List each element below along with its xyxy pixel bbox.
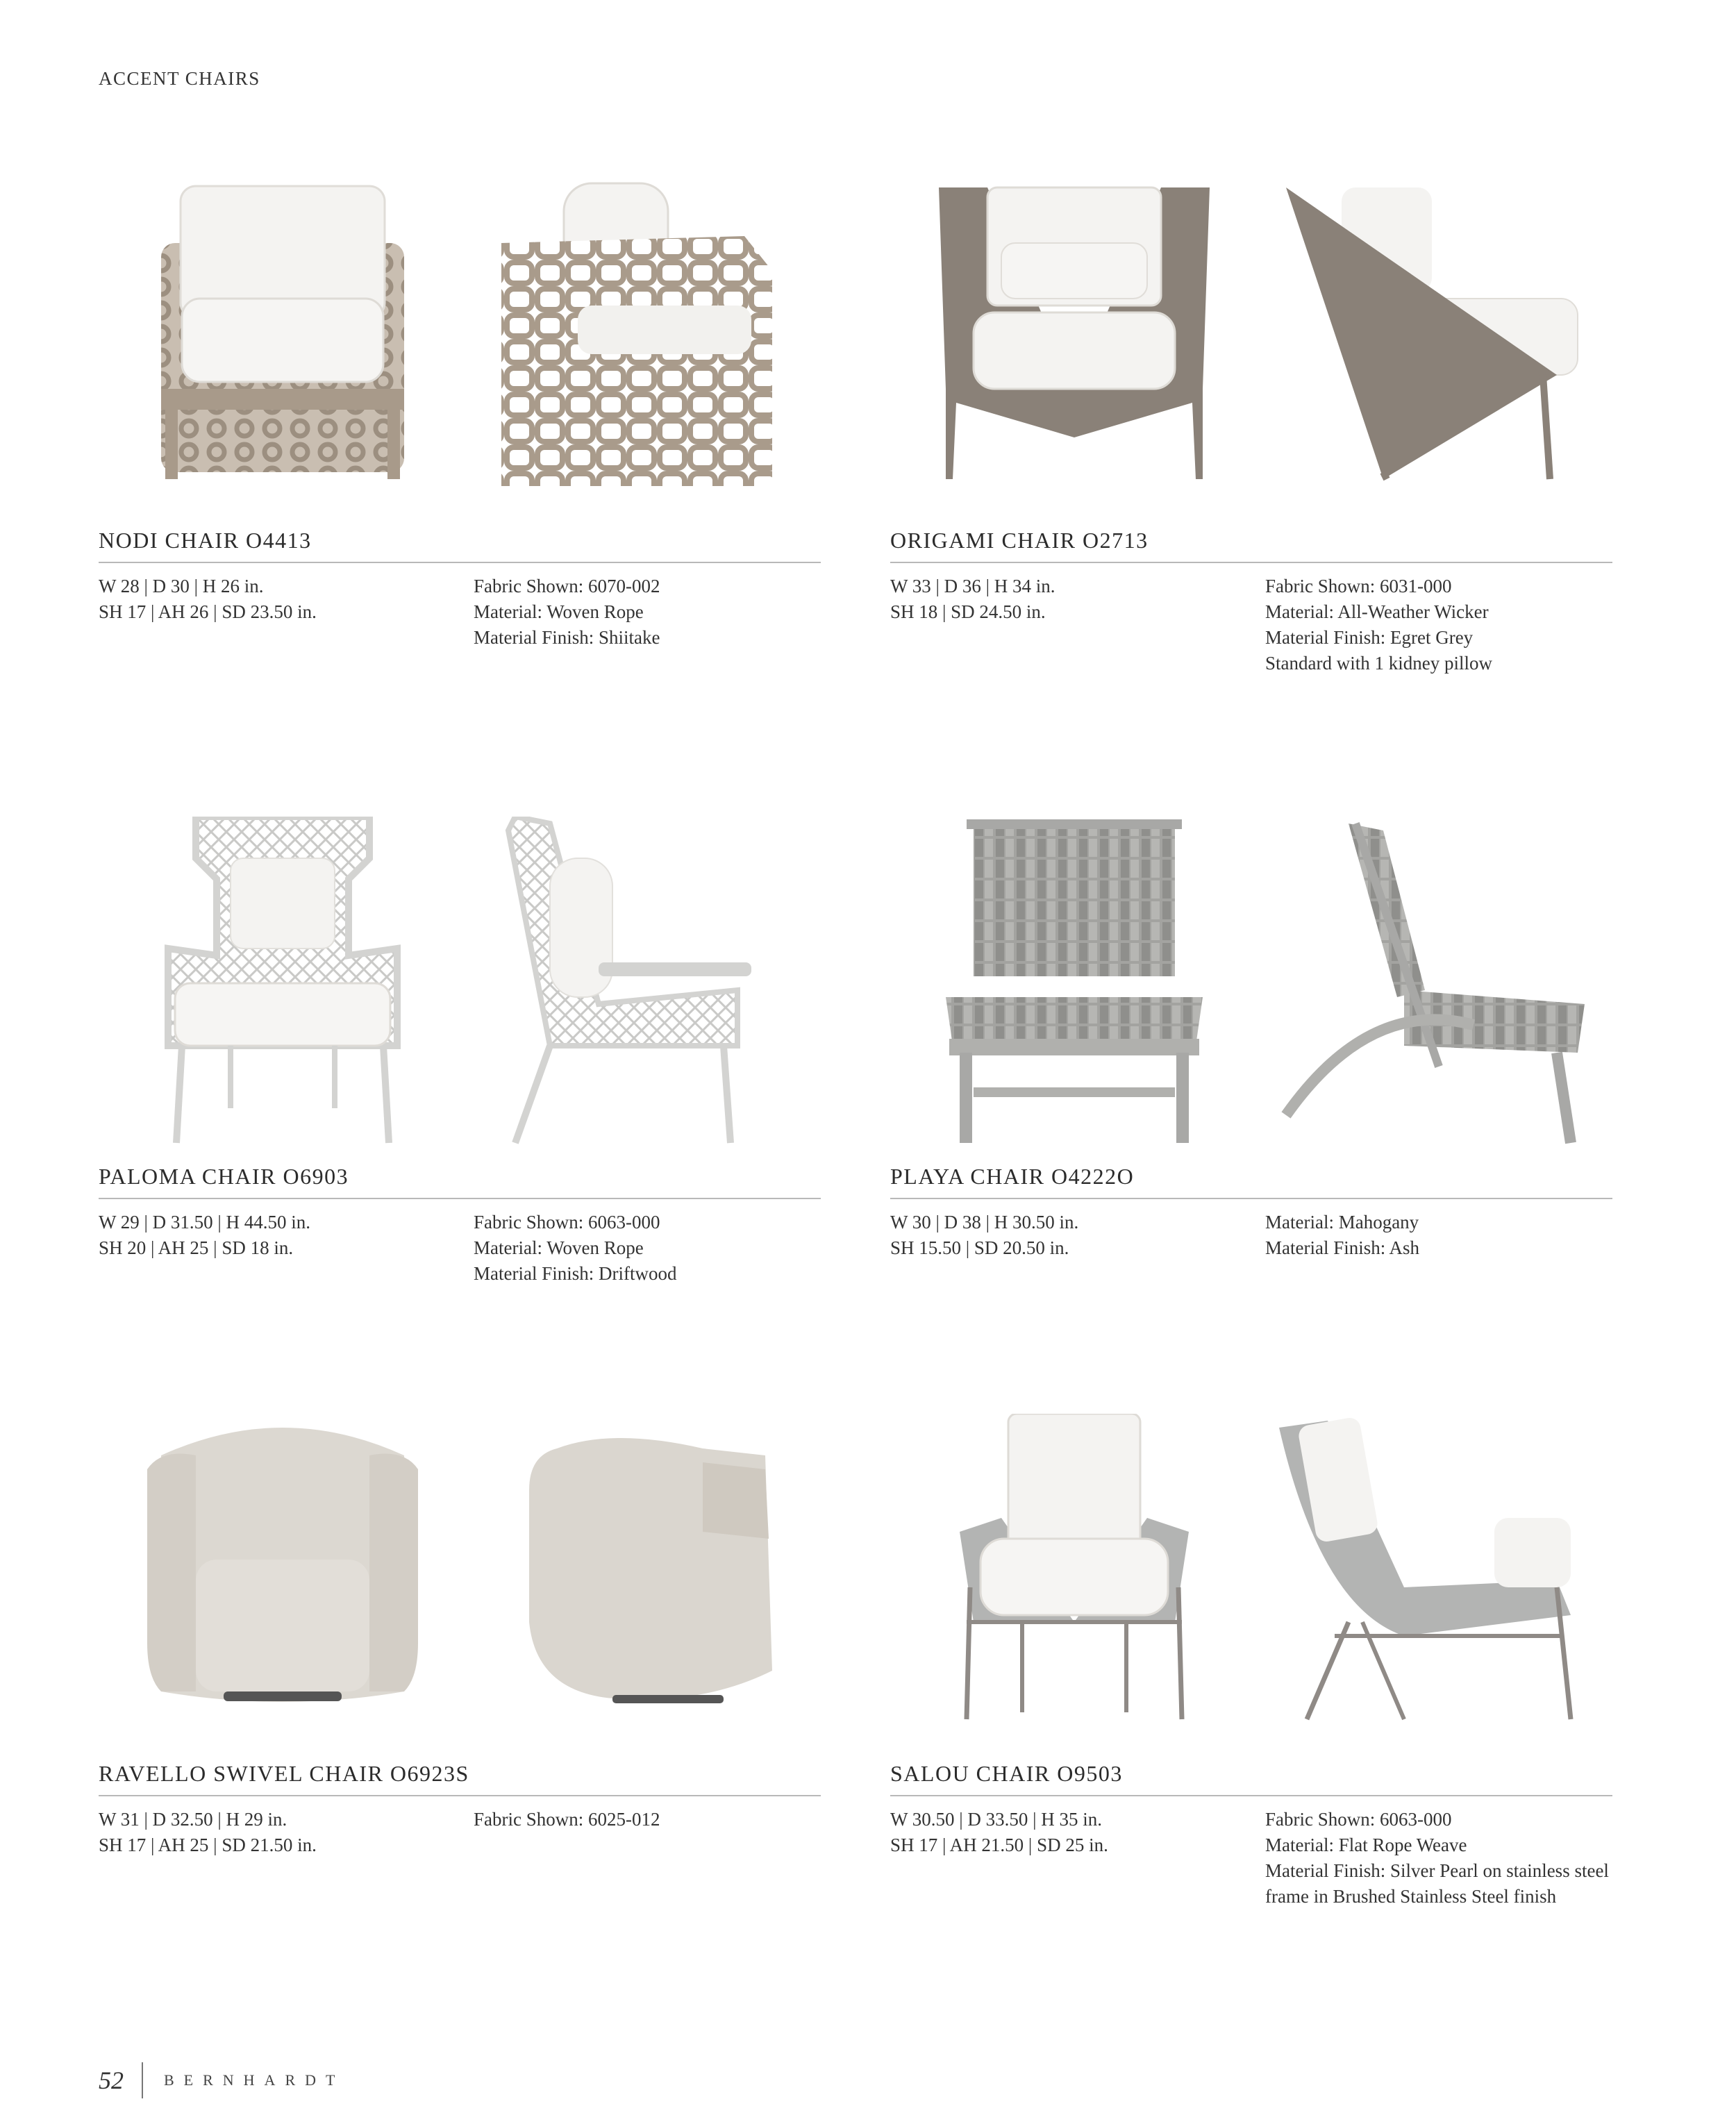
product-paloma	[99, 817, 821, 1284]
product-name: ORIGAMI CHAIR O2713	[890, 528, 1612, 563]
detail-line: Material: All-Weather Wicker	[1265, 601, 1489, 622]
playa-chair-side-photo	[1265, 817, 1592, 1150]
product-name: PALOMA CHAIR O6903	[99, 1164, 821, 1199]
detail-line: Standard with 1 kidney pillow	[1265, 653, 1492, 674]
footer-divider	[142, 2062, 143, 2098]
origami-chair-side-photo	[1265, 181, 1592, 514]
product-dimensions	[890, 574, 1258, 625]
dimensions-line: W 30.50 | D 33.50 | H 35 in.	[890, 1809, 1103, 1830]
product-name: RAVELLO SWIVEL CHAIR O6923S	[99, 1761, 821, 1796]
product-name: SALOU CHAIR O9503	[890, 1761, 1612, 1796]
playa-chair-front-photo	[911, 817, 1237, 1150]
brand-logo: BERNHARDT	[164, 2071, 345, 2089]
product-photos	[890, 181, 1612, 514]
product-details	[474, 574, 835, 651]
product-playa	[890, 817, 1612, 1258]
dimensions-line: W 30 | D 38 | H 30.50 in.	[890, 1212, 1079, 1233]
ravello-chair-front-photo	[119, 1414, 446, 1747]
detail-line: Material Finish: Silver Pearl on stainless steel frame in Brushed Stainless Steel finish	[1265, 1860, 1609, 1907]
nodi-chair-side-photo	[474, 181, 800, 514]
product-details	[1265, 1210, 1626, 1261]
detail-line: Material Finish: Egret Grey	[1265, 627, 1474, 648]
product-dimensions	[890, 1807, 1258, 1858]
detail-line: Fabric Shown: 6025-012	[474, 1809, 660, 1830]
dimensions-line: SH 17 | AH 26 | SD 23.50 in.	[99, 601, 317, 622]
detail-line: Fabric Shown: 6031-000	[1265, 576, 1452, 596]
page-footer	[99, 2060, 344, 2101]
detail-line: Fabric Shown: 6063-000	[474, 1212, 660, 1233]
product-dimensions	[99, 1210, 467, 1261]
detail-line: Material Finish: Driftwood	[474, 1263, 677, 1284]
salou-chair-side-photo	[1265, 1414, 1592, 1747]
product-photos	[99, 181, 821, 514]
dimensions-line: SH 18 | SD 24.50 in.	[890, 601, 1046, 622]
dimensions-line: SH 17 | AH 25 | SD 21.50 in.	[99, 1835, 317, 1855]
origami-chair-front-photo	[911, 181, 1237, 514]
product-dimensions	[99, 1807, 467, 1858]
product-dimensions	[890, 1210, 1258, 1261]
paloma-chair-side-photo	[474, 817, 800, 1150]
detail-line: Material: Woven Rope	[474, 1237, 644, 1258]
detail-line: Fabric Shown: 6063-000	[1265, 1809, 1452, 1830]
product-dimensions	[99, 574, 467, 625]
dimensions-line: W 33 | D 36 | H 34 in.	[890, 576, 1055, 596]
page-number: 52	[99, 2066, 124, 2094]
product-details	[474, 1807, 835, 1832]
section-title: ACCENT CHAIRS	[99, 68, 260, 89]
ravello-chair-side-photo	[474, 1414, 800, 1747]
paloma-chair-front-photo	[119, 817, 446, 1150]
product-nodi	[99, 181, 821, 648]
product-photos	[890, 817, 1612, 1150]
product-salou	[890, 1414, 1612, 1907]
salou-chair-front-photo	[911, 1414, 1237, 1747]
product-origami	[890, 181, 1612, 674]
detail-line: Material Finish: Shiitake	[474, 627, 660, 648]
nodi-chair-front-photo	[119, 181, 446, 514]
dimensions-line: W 31 | D 32.50 | H 29 in.	[99, 1809, 287, 1830]
dimensions-line: SH 20 | AH 25 | SD 18 in.	[99, 1237, 294, 1258]
product-name: PLAYA CHAIR O4222O	[890, 1164, 1612, 1199]
product-name: NODI CHAIR O4413	[99, 528, 821, 563]
detail-line: Fabric Shown: 6070-002	[474, 576, 660, 596]
detail-line: Material Finish: Ash	[1265, 1237, 1419, 1258]
product-details	[474, 1210, 835, 1287]
dimensions-line: W 29 | D 31.50 | H 44.50 in.	[99, 1212, 311, 1233]
dimensions-line: SH 15.50 | SD 20.50 in.	[890, 1237, 1069, 1258]
dimensions-line: SH 17 | AH 21.50 | SD 25 in.	[890, 1835, 1108, 1855]
detail-line: Material: Flat Rope Weave	[1265, 1835, 1467, 1855]
product-photos	[890, 1414, 1612, 1747]
dimensions-line: W 28 | D 30 | H 26 in.	[99, 576, 264, 596]
detail-line: Material: Mahogany	[1265, 1212, 1419, 1233]
product-details	[1265, 574, 1626, 676]
product-ravello	[99, 1414, 821, 1855]
product-details	[1265, 1807, 1626, 1910]
product-photos	[99, 817, 821, 1150]
detail-line: Material: Woven Rope	[474, 601, 644, 622]
product-photos	[99, 1414, 821, 1747]
